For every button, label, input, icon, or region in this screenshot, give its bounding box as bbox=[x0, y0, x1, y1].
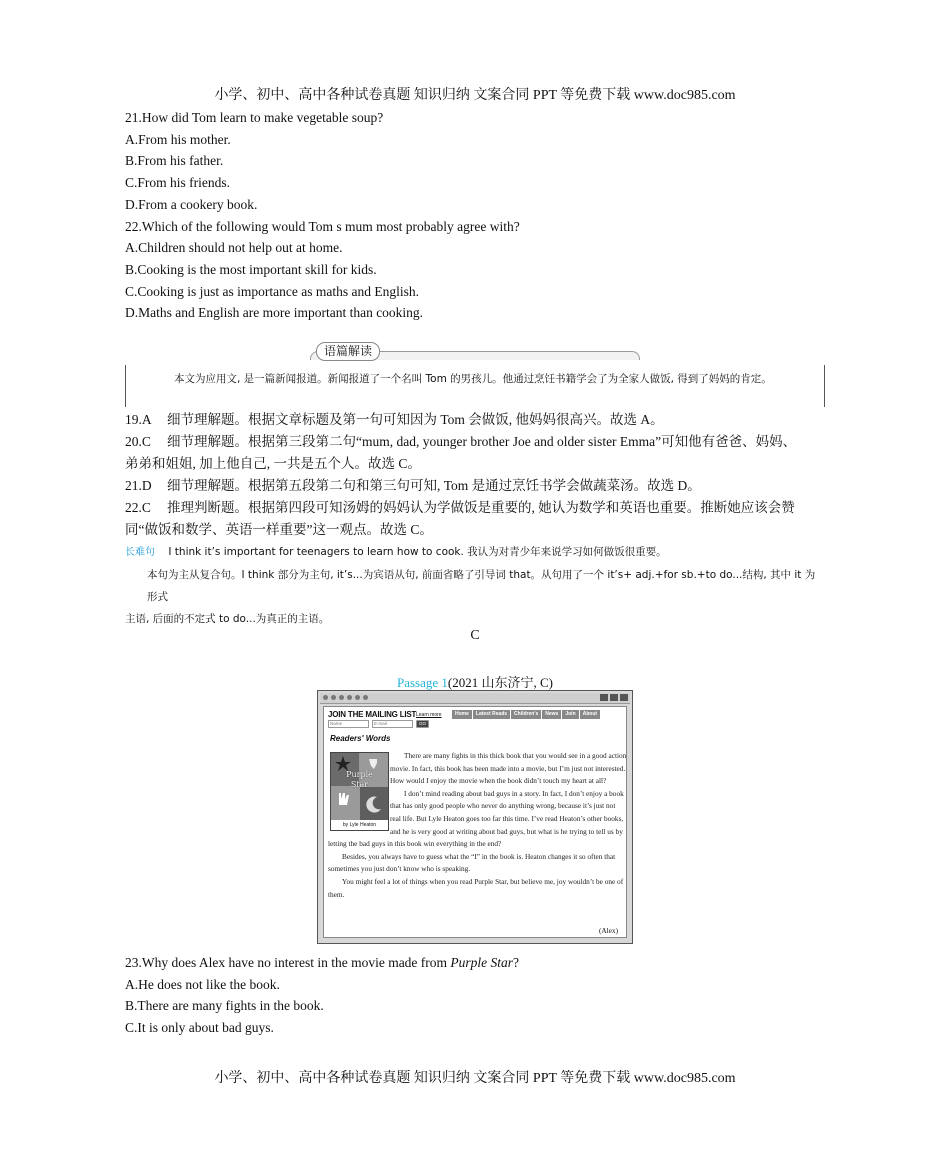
readers-words-heading: Readers' Words bbox=[330, 734, 391, 743]
answer-key: 20.C bbox=[125, 434, 151, 449]
option-22a: A.Children should not help out at home. bbox=[125, 240, 343, 256]
option-23a: A.He does not like the book. bbox=[125, 976, 280, 992]
answer-key: 22.C bbox=[125, 500, 151, 515]
answer-20-cont bbox=[125, 453, 820, 475]
summary-badge: 语篇解读 bbox=[316, 342, 380, 361]
nav-about: About bbox=[580, 710, 600, 719]
questions-top bbox=[125, 107, 820, 324]
long-sentence-label: 长难句 bbox=[125, 547, 155, 558]
answer-text: 细节理解题。根据第三段第二句“mum, dad, younger brother Joe and older sister Emma”可知他有爸爸、妈妈、 bbox=[167, 434, 797, 449]
summary-header bbox=[310, 342, 640, 360]
go-button: GO bbox=[416, 720, 429, 728]
nav-join: Join bbox=[562, 710, 578, 719]
home-icon bbox=[347, 695, 352, 700]
question-22: 22.Which of the following would Tom s mum most probably agree with? bbox=[125, 218, 520, 234]
question-21: 21.How did Tom learn to make vegetable soup? bbox=[125, 110, 384, 125]
nav-latest-reads: Latest Reads bbox=[473, 710, 510, 719]
passage-title bbox=[0, 672, 950, 691]
review-signature: (Alex) bbox=[598, 926, 618, 935]
maximize-icon bbox=[610, 694, 618, 701]
analysis-1: 本句为主从复合句。I think 部分为主句, it’s...为宾语从句, 前面省略了引导词 that。从句用了一个 it’s+ adj.+for sb.+to do...结构, 其中 it 为形式 bbox=[147, 569, 816, 603]
answer-text: 弟弟和姐姐, 加上他自己, 一共是五个人。故选 C。 bbox=[125, 456, 421, 471]
learn-more-link: Learn more bbox=[416, 712, 442, 718]
option-21b: B.From his father. bbox=[125, 153, 224, 169]
answer-20 bbox=[125, 431, 820, 453]
passage-source: (2021 山东济宁, C) bbox=[447, 675, 553, 690]
signup-fields bbox=[328, 720, 429, 728]
option-23b: B.There are many fights in the book. bbox=[125, 998, 324, 1014]
name-field: Name bbox=[328, 720, 369, 728]
answer-text: 细节理解题。根据文章标题及第一句可知因为 Tom 会做饭, 他妈妈很高兴。故选 A。 bbox=[167, 412, 664, 427]
answer-text: 推理判断题。根据第四段可知汤姆的妈妈认为学做饭是重要的, 她认为数学和英语也重要。推断她应该会赞 bbox=[167, 500, 795, 515]
option-22b: B.Cooking is the most important skill for kids. bbox=[125, 261, 377, 277]
answer-22-cont bbox=[125, 519, 820, 541]
section-letter: C bbox=[470, 628, 480, 643]
long-sentence bbox=[125, 541, 820, 564]
page-icon bbox=[363, 695, 368, 700]
email-field: E-mail bbox=[372, 720, 413, 728]
option-21c: C.From his friends. bbox=[125, 175, 231, 191]
passage-label: Passage 1 bbox=[396, 675, 448, 690]
long-sentence-text: I think it’s important for teenagers to learn how to cook. 我认为对青少年来说学习如何做饭很重要。 bbox=[168, 546, 667, 558]
back-icon bbox=[323, 695, 328, 700]
nav-news: News bbox=[542, 710, 561, 719]
answer-22 bbox=[125, 497, 820, 519]
answer-text: 同“做饭和数学、英语一样重要”这一观点。故选 C。 bbox=[125, 522, 433, 537]
answer-21 bbox=[125, 475, 820, 497]
option-21d: D.From a cookery book. bbox=[125, 196, 258, 212]
summary-box bbox=[125, 365, 825, 407]
book-title: Purple Star bbox=[346, 770, 373, 789]
review-p4: You might feel a lot of things when you read Purple Star, but believe me, joy wouldn’t be one of them. bbox=[328, 876, 624, 899]
answer-text: 细节理解题。根据第五段第二句和第三句可知, Tom 是通过烹饪书学会做蔬菜汤。故选 D。 bbox=[167, 478, 701, 493]
webpage-body bbox=[323, 706, 627, 938]
page-footer: 小学、初中、高中各种试卷真题 知识归纳 文案合同 PPT 等免费下载 www.doc985.com bbox=[214, 1071, 736, 1086]
webpage-screenshot bbox=[317, 690, 633, 944]
answer-key: 19.A bbox=[125, 412, 152, 427]
answers bbox=[125, 409, 820, 630]
book-author: by Lyle Heaton bbox=[331, 820, 388, 830]
close-icon bbox=[620, 694, 628, 701]
forward-icon bbox=[331, 695, 336, 700]
nav-home: Home bbox=[452, 710, 472, 719]
review-p2: I don’t mind reading about bad guys in a story. In fact, I don’t enjoy a book that has only good people who never do anything wrong, because it’s just not real life. But Lyle Heaton goes too far this time. I’ve read Heaton’s other books, and he is very good at writing about bad guys, but what is he trying to tell us by letting the bad guys in this book win everything in the end? bbox=[328, 788, 624, 849]
nav-childrens: Children's bbox=[511, 710, 541, 719]
book-title-italic: Purple Star bbox=[450, 955, 514, 970]
review-p3: Besides, you always have to guess what the “I” in the book is. Heaton changes it so often that sometimes you just don’t know who is speaking. bbox=[328, 851, 616, 874]
minimize-icon bbox=[600, 694, 608, 701]
mailing-list-title: JOIN THE MAILING LIST bbox=[328, 710, 417, 719]
option-23c: C.It is only about bad guys. bbox=[125, 1020, 274, 1036]
review-text bbox=[328, 750, 628, 901]
star-icon bbox=[355, 695, 360, 700]
summary-text: 本文为应用文, 是一篇新闻报道。新闻报道了一个名叫 Tom 的男孩儿。他通过烹饪书籍学会了为全家人做饭, 得到了妈妈的肯定。 bbox=[174, 373, 772, 385]
review-p1: There are many fights in this thick book that you would see in a good action movie. In fact, this book has been made into a movie, but I’m just not interested. How would I enjoy the movie when the book didn’t touch my heart at all? bbox=[390, 751, 627, 786]
questions-bottom bbox=[125, 952, 820, 1039]
analysis-2: 主语, 后面的不定式 to do...为真正的主语。 bbox=[125, 613, 330, 625]
page-header: 小学、初中、高中各种试卷真题 知识归纳 文案合同 PPT 等免费下载 www.doc985.com bbox=[214, 88, 736, 103]
refresh-icon bbox=[339, 695, 344, 700]
answer-key: 21.D bbox=[125, 478, 152, 493]
browser-toolbar bbox=[320, 693, 630, 704]
question-23: 23.Why does Alex have no interest in the movie made from Purple Star? bbox=[125, 955, 520, 970]
option-21a: A.From his mother. bbox=[125, 131, 231, 147]
option-22c: C.Cooking is just as importance as maths and English. bbox=[125, 283, 419, 299]
site-nav bbox=[452, 710, 600, 719]
answer-19 bbox=[125, 409, 820, 431]
option-22d: D.Maths and English are more important than cooking. bbox=[125, 305, 424, 321]
